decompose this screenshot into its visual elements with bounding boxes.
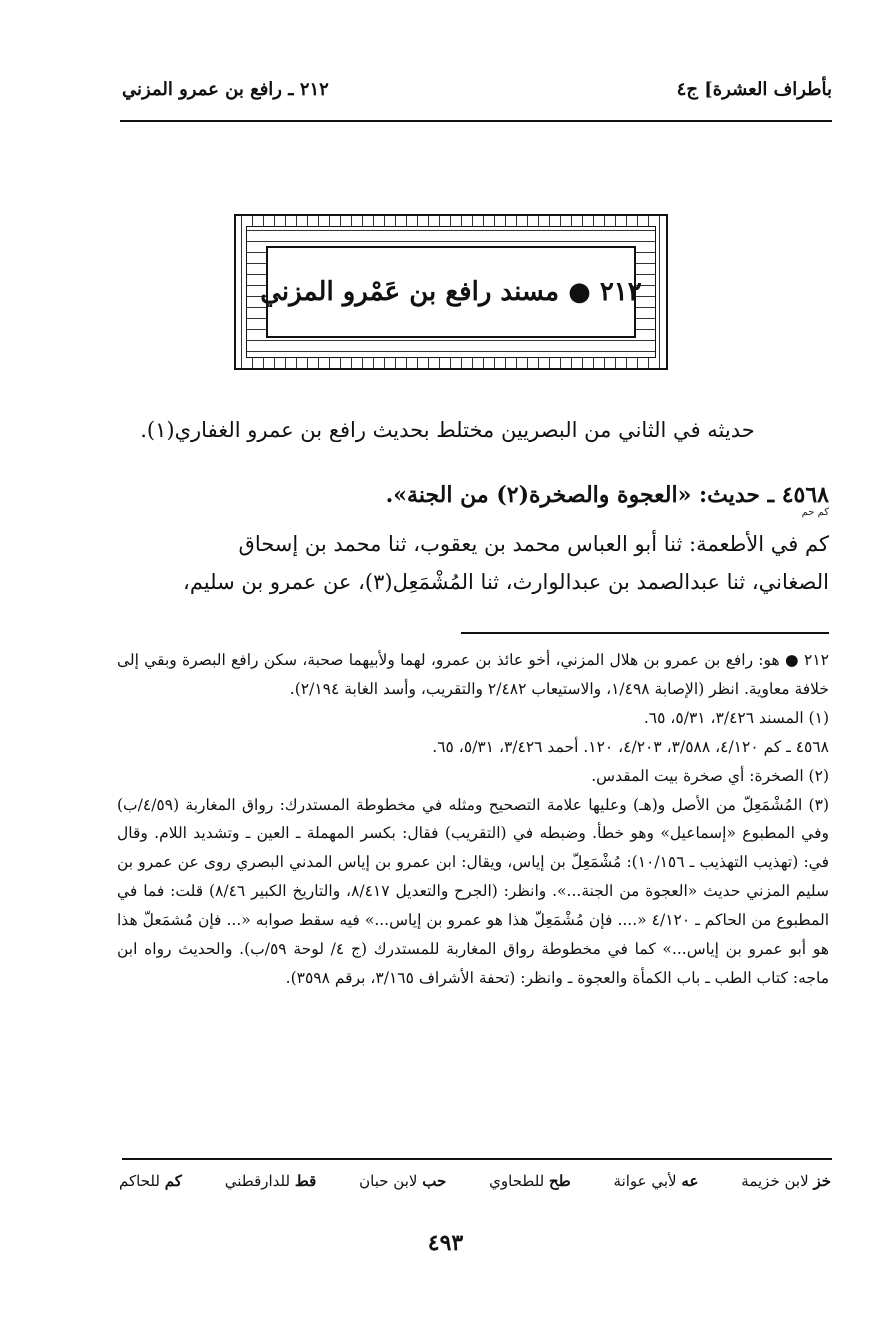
abbr-item: طح للطحاوي (489, 1172, 571, 1190)
abbr-item: عه لأبي عوانة (613, 1172, 699, 1190)
isnad-line-1: كم في الأطعمة: ثنا أبو العباس محمد بن يعقوب، ثنا محمد بن إسحاق (238, 532, 829, 556)
running-head-volume: بأطراف العشرة] ج٤ (676, 78, 832, 100)
isnad-line-2: الصغاني، ثنا عبدالصمد بن عبدالوارث، ثنا المُشْمَعِل(٣)، عن عمرو بن سليم، (183, 570, 829, 594)
footnote-2: (٢) الصخرة: أي صخرة بيت المقدس. (591, 766, 829, 785)
footnotes (117, 646, 829, 993)
footnote-3: (٣) المُشْمَعِلّ من الأصل و(هـ) وعليها علامة التصحيح ومثله في مخطوطة المستدرك: رواق المغاربة (٤/٥٩/ب) وفي المطبوع «إسماعيل» وهو خطأ. وضبطه في (التقريب) فقال: بكسر المهملة ـ العين ـ وتشديد اللام. وقال في: (تهذيب التهذيب ـ ١٠/١٥٦): مُشْمَعِلّ بن إياس، ويقال: ابن عمرو بن إياس المدني البصري روى عن عمرو بن سليم المزني حديث «العجوة من الجنة...». وانظر: (الجرح والتعديل ٨/٤١٧، والتاريخ الكبير ٨/٤٦) قلت: فما في المطبوع من الحاكم ـ ٤/١٢٠ «.... فإن مُشْمَعِلّ هذا هو عمرو بن إياس...» فيه سقط صوابه «... فإن مُشمَعلّ هذا هو أبو عمرو بن إياس...» كما في مخطوطة رواق المغاربة للمستدرك (ج ٤/ لوحة ٥٩/ب). والحديث رواه ابن ماجه: كتاب الطب ـ باب الكمأة والعجوة ـ وانظر: (تحفة الأشراف ٣/١٦٥، برقم ٣٥٩٨). (117, 795, 830, 987)
intro-line: حديثه في الثاني من البصريين مختلط بحديث رافع بن عمرو الغفاري(١). (140, 418, 755, 442)
hadith-heading: ٤٥٦٨ ـ حديث: «العجوة والصخرة(٢) من الجنة». (385, 482, 829, 508)
running-head-section: ٢١٢ ـ رافع بن عمرو المزني (122, 78, 329, 100)
footnote-hadith-refs: ٤٥٦٨ ـ كم ٤/١٢٠، ٣/٥٨٨، ٤/٢٠٣، ١٢٠. أحمد ٣/٤٢٦، ٥/٣١، ٦٥. (432, 737, 829, 756)
sigla-marginal: كم حم (801, 507, 829, 518)
abbreviations-rule (122, 1158, 832, 1160)
footnote-rule (461, 632, 829, 634)
running-head (122, 72, 832, 106)
section-title: ٢١٢ ● مسند رافع بن عَمْرو المزني (260, 277, 642, 307)
ornamental-title-frame (234, 214, 668, 370)
abbr-item: حب لابن حبان (359, 1172, 447, 1190)
title-box (260, 246, 642, 338)
abbr-item: قط للدارقطني (224, 1172, 317, 1190)
abbr-item: خز لابن خزيمة (741, 1172, 831, 1190)
isnad-text (117, 525, 829, 601)
footnote-1: (١) المسند ٣/٤٢٦، ٥/٣١، ٦٥. (643, 708, 829, 727)
abbreviations-key (119, 1172, 831, 1190)
page-number: ٤٩٣ (427, 1230, 464, 1256)
abbr-item: كم للحاكم (119, 1172, 182, 1190)
footnote-biography: ٢١٢ ● هو: رافع بن عمرو بن هلال المزني، أخو عائذ بن عمرو، لهما ولأبيهما صحبة، سكن رافع البصرة وبقي إلى خلافة معاوية. انظر (الإصابة ١/٤٩٨، والاستيعاب ٢/٤٨٢ والتقريب، وأسد الغابة ٢/١٩٤). (117, 651, 829, 698)
header-rule (120, 120, 832, 122)
